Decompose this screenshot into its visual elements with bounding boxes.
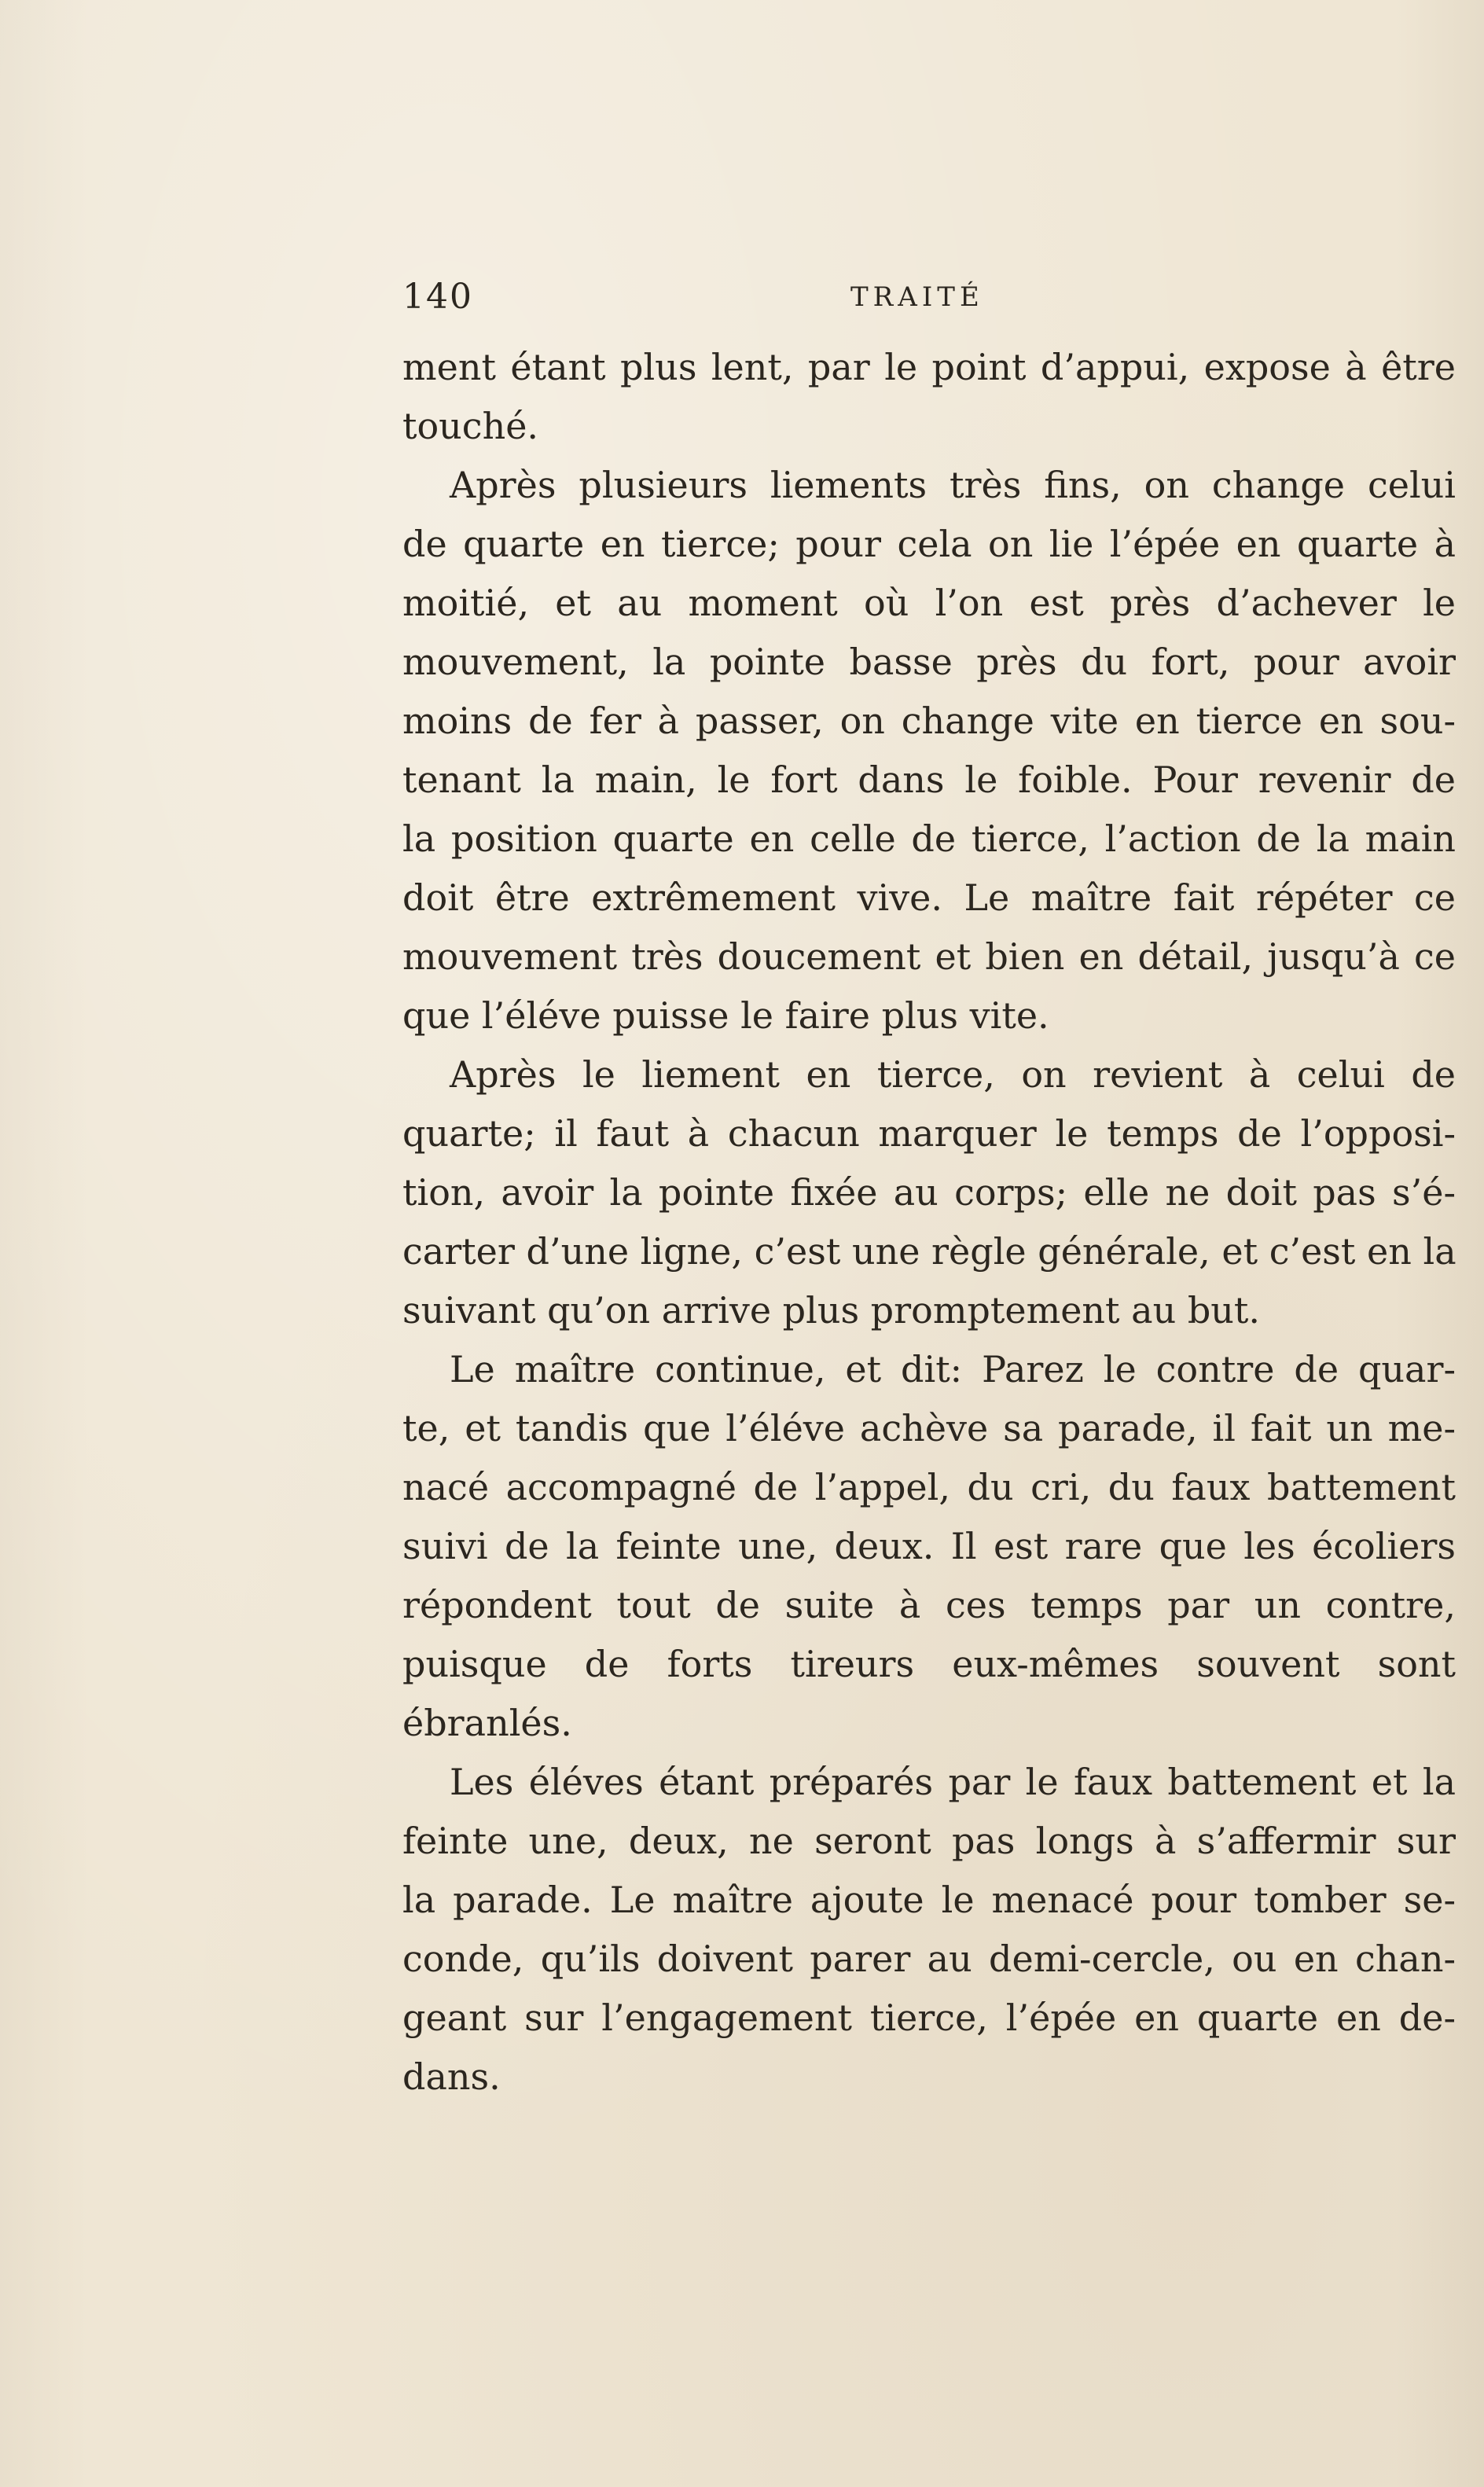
text-line: suivant qu’on arrive plus promptement au but.	[402, 1289, 1261, 1332]
text-line: Après plusieurs liements très fins, on change celui	[450, 464, 1456, 506]
text-line: ébranlés.	[402, 1702, 572, 1744]
text-line: geant sur l’engagement tierce, l’épée en quarte en de-	[402, 1997, 1456, 2039]
text-line: dans.	[402, 2055, 501, 2098]
text-line: doit être extrêmement vive. Le maître fait répéter ce	[402, 876, 1456, 919]
running-head: TRAITÉ	[850, 281, 984, 313]
text-line: te, et tandis que l’éléve achève sa parade, il fait un me-	[402, 1407, 1456, 1449]
text-line: moins de fer à passer, on change vite en tierce en sou-	[402, 700, 1456, 742]
text-line: carter d’une ligne, c’est une règle générale, et c’est en la	[402, 1230, 1456, 1273]
text-line: quarte; il faut à chacun marquer le temps de l’opposi-	[402, 1112, 1456, 1155]
text-line: conde, qu’ils doivent parer au demi-cercle, ou en chan-	[402, 1938, 1456, 1980]
text-line: la parade. Le maître ajoute le menacé pour tomber se-	[402, 1879, 1456, 1921]
text-line: ment étant plus lent, par le point d’appui, expose à être	[402, 346, 1456, 388]
text-line: que l’éléve puisse le faire plus vite.	[402, 994, 1049, 1037]
text-line: de quarte en tierce; pour cela on lie l’épée en quarte à	[402, 523, 1456, 565]
text-line: répondent tout de suite à ces temps par un contre,	[402, 1584, 1456, 1626]
text-line: mouvement très doucement et bien en détail, jusqu’à ce	[402, 935, 1456, 978]
page-header	[402, 277, 1462, 324]
text-line: feinte une, deux, ne seront pas longs à s’affermir sur	[402, 1820, 1456, 1862]
text-line: tenant la main, le fort dans le foible. Pour revenir de	[402, 759, 1456, 801]
text-line: Les éléves étant préparés par le faux battement et la	[450, 1761, 1456, 1803]
text-line: puisque de forts tireurs eux-mêmes souvent sont	[402, 1643, 1456, 1685]
text-line: la position quarte en celle de tierce, l’action de la main	[402, 817, 1456, 860]
text-line: moitié, et au moment où l’on est près d’achever le	[402, 582, 1456, 624]
text-line: mouvement, la pointe basse près du fort, pour avoir	[402, 641, 1456, 683]
text-line: nacé accompagné de l’appel, du cri, du faux battement	[402, 1466, 1456, 1508]
text-line: touché.	[402, 405, 539, 447]
text-line: suivi de la feinte une, deux. Il est rare que les écoliers	[402, 1525, 1456, 1567]
body-text	[402, 338, 1456, 2107]
text-line: tion, avoir la pointe fixée au corps; elle ne doit pas s’é-	[402, 1171, 1456, 1214]
text-line: Le maître continue, et dit: Parez le contre de quar-	[450, 1348, 1456, 1390]
text-line: Après le liement en tierce, on revient à celui de	[450, 1053, 1456, 1096]
page-number: 140	[402, 277, 473, 317]
